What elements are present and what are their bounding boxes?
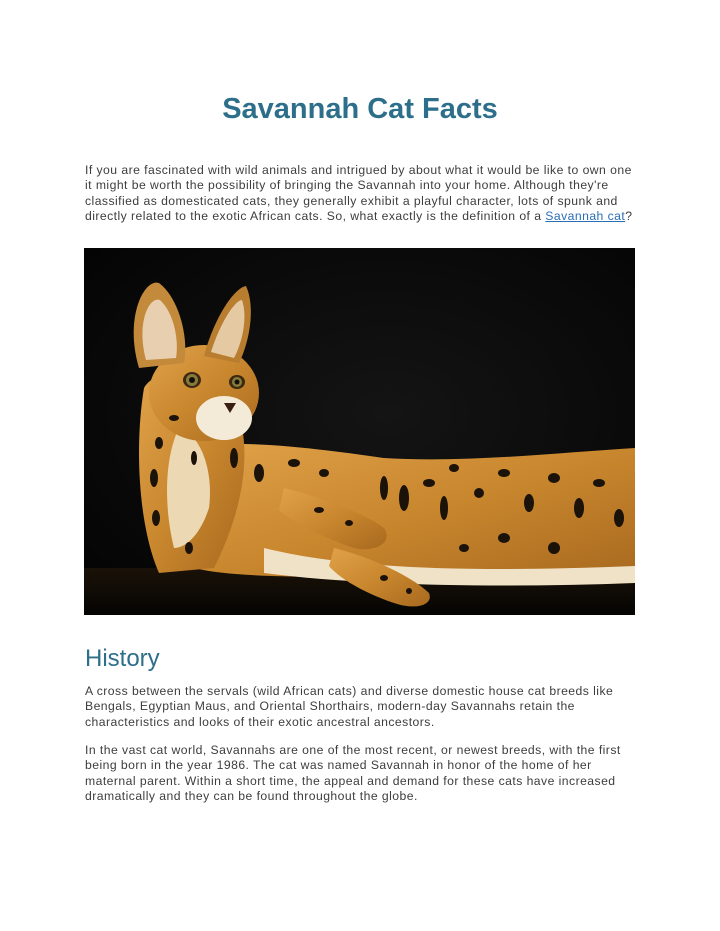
- history-heading: History: [85, 645, 160, 672]
- history-paragraph-2: In the vast cat world, Savannahs are one of the most recent, or newest breeds, with the first being born in the year 1986. The cat was named Savannah in honor of the home of her maternal parent. Within a short time, the appeal and demand for these cats have increased dramatically and they can be found throughout the globe.: [85, 743, 621, 804]
- intro-text: If you are fascinated with wild animals and intrigued by about what it would be like to own one it might be worth the possibility of bringing the Savannah into your home. Although they're classified as domesticated cats, they generally exhibit a playful character, lots of spunk and directly related to the exotic African cats. So, what exactly is the definition of a: [85, 163, 632, 224]
- savannah-cat-photo: [84, 248, 635, 615]
- history-paragraph-1: A cross between the servals (wild African cats) and diverse domestic house cat breeds like Bengals, Egyptian Maus, and Oriental Shorthairs, modern-day Savannahs retain the characteristics and looks of their exotic ancestral ancestors.: [85, 684, 614, 729]
- savannah-cat-link[interactable]: Savannah cat: [545, 209, 626, 224]
- page-title: Savannah Cat Facts: [222, 93, 498, 125]
- intro-text-end: ?: [625, 209, 633, 224]
- intro-paragraph: [85, 163, 637, 225]
